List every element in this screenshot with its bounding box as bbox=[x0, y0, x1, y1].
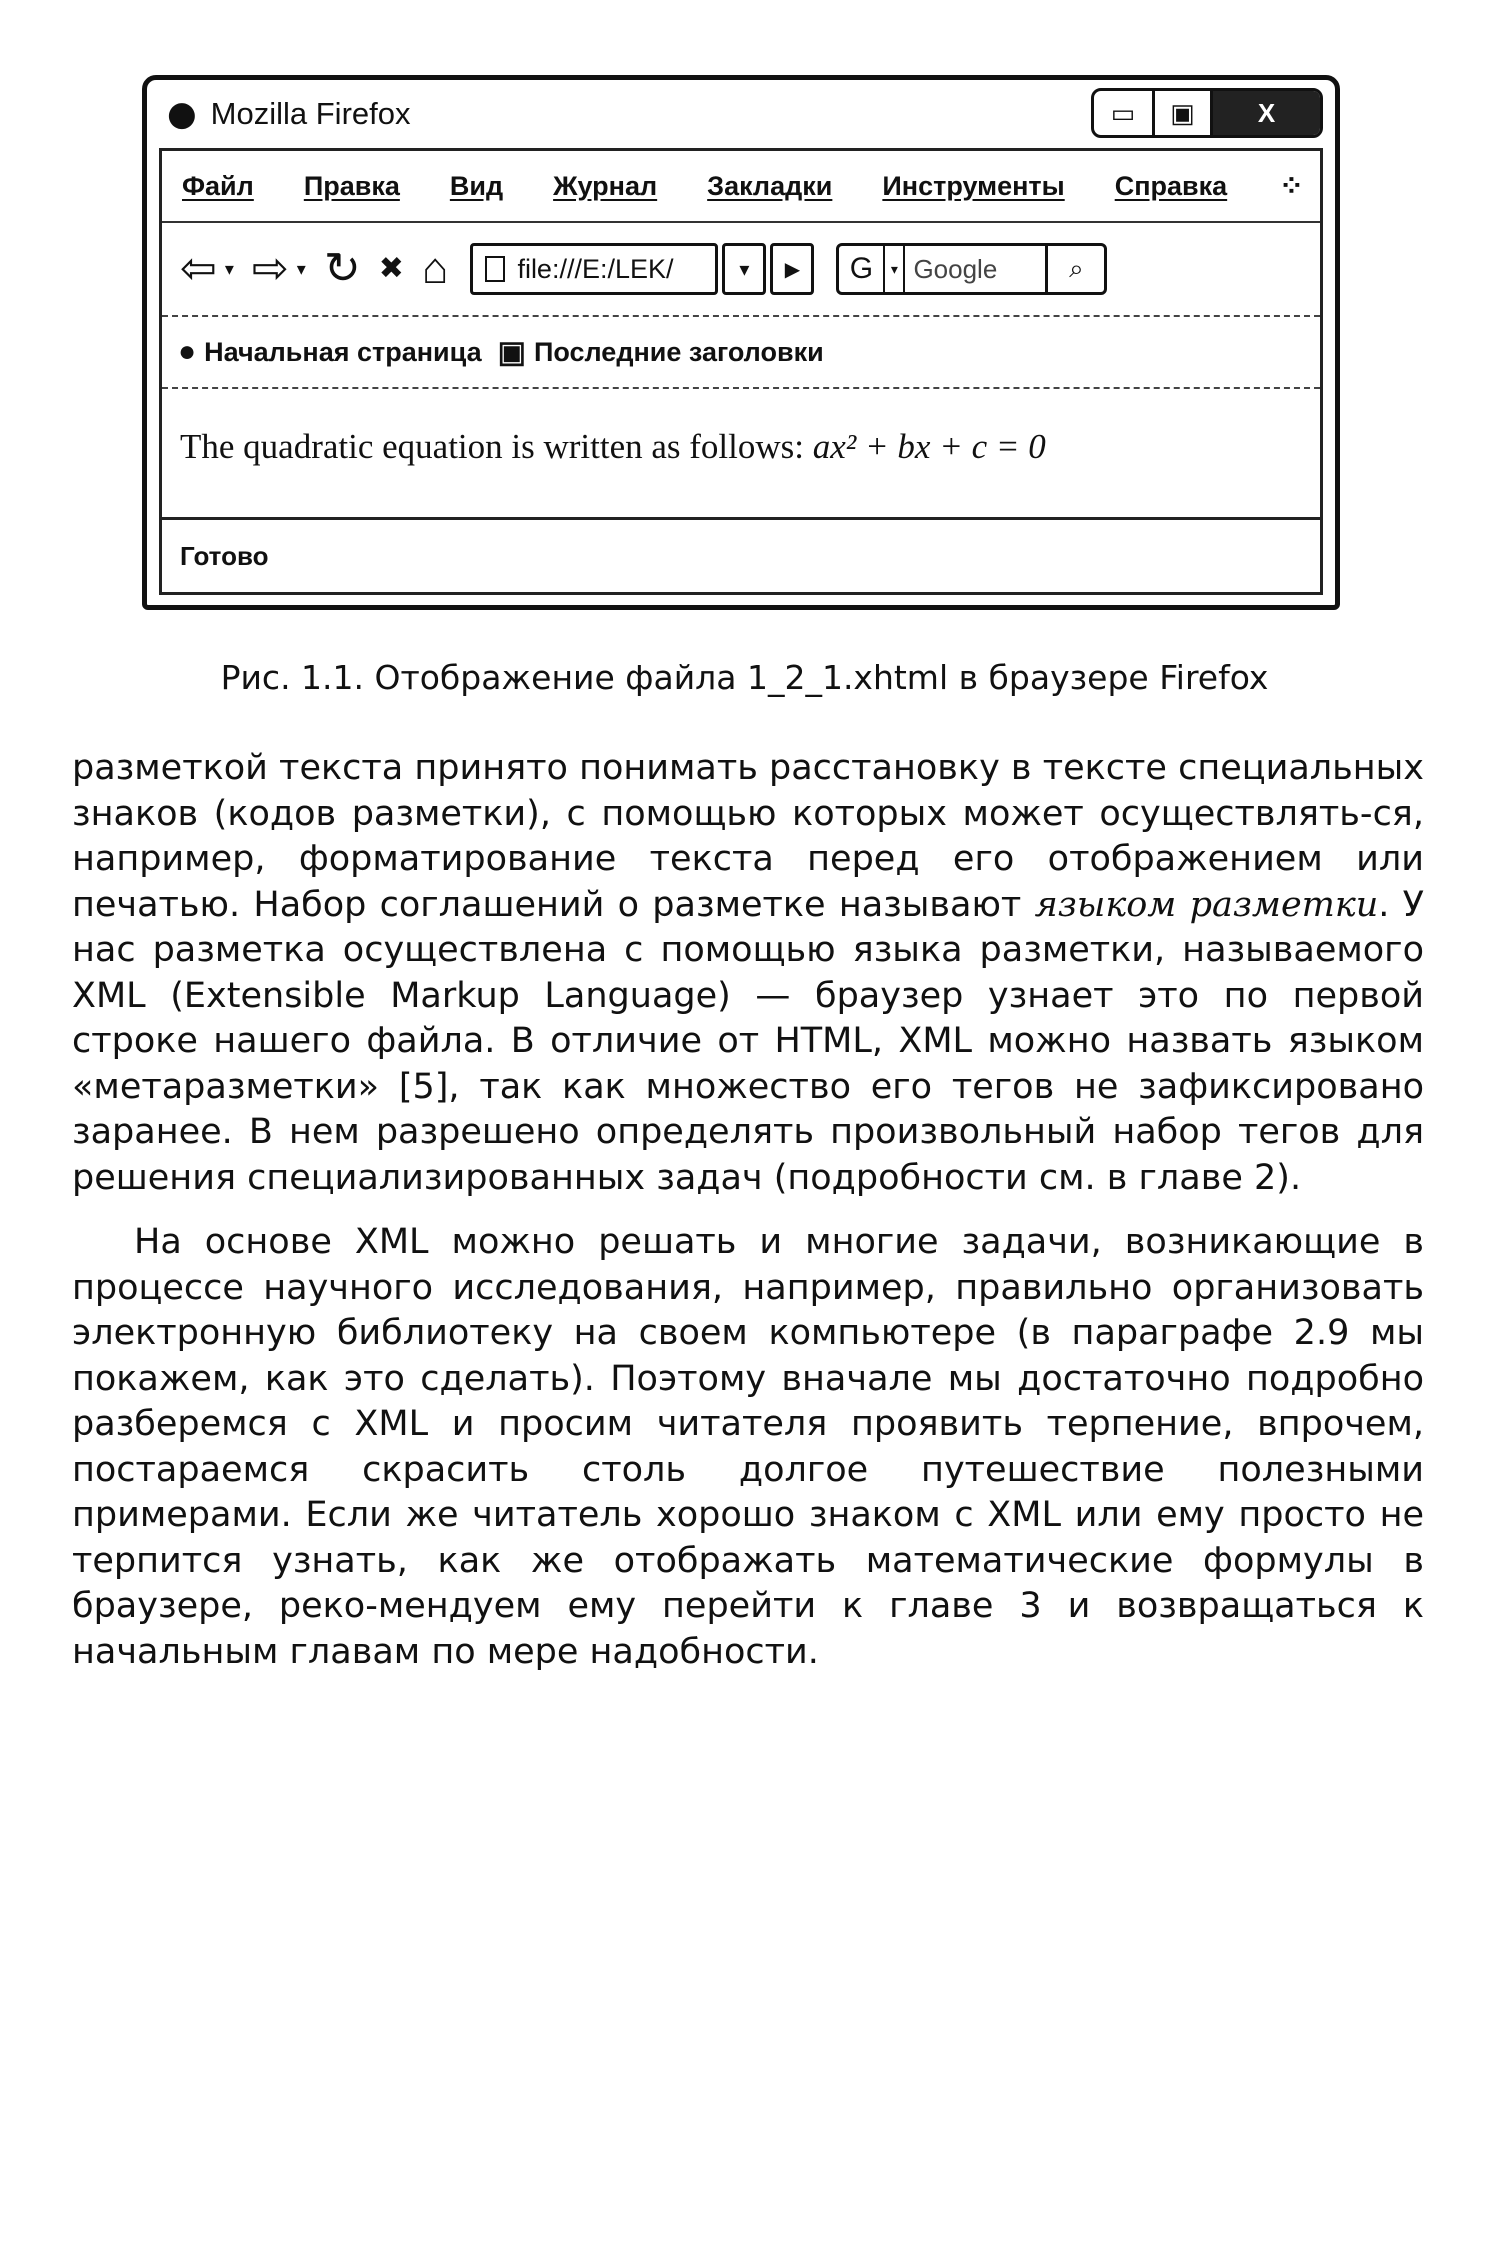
go-icon[interactable]: ▶ bbox=[770, 243, 814, 295]
back-icon[interactable]: ⇦ bbox=[180, 244, 217, 293]
menu-help[interactable]: Справка bbox=[1114, 170, 1228, 201]
browser-window bbox=[142, 75, 1340, 610]
window-title: Mozilla Firefox bbox=[210, 96, 411, 131]
menu-tools[interactable]: Инструменты bbox=[882, 170, 1065, 201]
home-bookmark-icon: ● bbox=[178, 335, 197, 368]
status-text: Готово bbox=[180, 540, 269, 571]
menu-bar bbox=[162, 151, 1320, 223]
search-engine-icon[interactable]: G bbox=[839, 246, 885, 292]
navigation-toolbar bbox=[162, 223, 1320, 317]
url-dropdown-icon[interactable]: ▾ bbox=[722, 243, 766, 295]
figure-caption: Рис. 1.1. Отображение файла 1_2_1.xhtml в браузере Firefox bbox=[220, 658, 1269, 697]
content-line bbox=[180, 427, 1046, 467]
paragraph-1-text: разметкой текста принято понимать расстановку в тексте специальных знаков (кодов разметки), с помощью которых может осуществлять-ся, например, форматирование текста перед его отображением или печатью. Набор соглашений о разметке называют bbox=[72, 748, 1424, 925]
quadratic-formula: ax² + bx + c = 0 bbox=[812, 427, 1046, 466]
url-bar[interactable] bbox=[470, 243, 718, 295]
rss-icon: ▣ bbox=[497, 335, 526, 369]
search-engine-dropdown-icon[interactable]: ▾ bbox=[890, 260, 898, 277]
window-controls bbox=[1091, 88, 1323, 138]
term-markup-language: языком разметки bbox=[1034, 884, 1379, 925]
search-input[interactable]: Google bbox=[903, 246, 1045, 292]
paragraph-2: На основе XML можно решать и многие задачи, возникающие в процессе научного исследования, например, правильно организовать электронную библиотеку на своем компьютере (в параграфе 2.9 мы покажем, как это сделать). Поэтому вначале мы достаточно подробно разберемся с XML и просим читателя проявить терпение, впрочем, постараемся скрасить столь долгое путешествие полезными примерами. Если же читатель хорошо знаком с XML или ему просто не терпится узнать, как же отображать математические формулы в браузере, реко-мендуем ему перейти к главе 3 и возвращаться к начальным главам по мере надобности. bbox=[72, 1222, 1424, 1672]
throbber-icon: ⁘ bbox=[1278, 170, 1304, 203]
search-bar[interactable] bbox=[836, 243, 1107, 295]
menu-history[interactable]: Журнал bbox=[553, 170, 658, 201]
url-text[interactable]: file:///E:/LEK/ bbox=[517, 253, 674, 284]
bookmark-start-page[interactable] bbox=[178, 335, 482, 369]
close-icon[interactable]: X bbox=[1210, 91, 1320, 135]
menu-file[interactable]: Файл bbox=[182, 170, 254, 201]
page-content bbox=[162, 389, 1320, 517]
bookmark-label: Начальная страница bbox=[204, 336, 482, 367]
forward-dropdown-icon[interactable]: ▾ bbox=[296, 258, 306, 279]
reload-icon[interactable]: ↻ bbox=[323, 244, 361, 293]
firefox-icon: ● bbox=[167, 94, 197, 134]
menu-edit[interactable]: Правка bbox=[303, 170, 400, 201]
paragraph-1 bbox=[72, 746, 1424, 1201]
title-bar bbox=[147, 80, 1335, 148]
page-icon bbox=[485, 256, 505, 282]
bookmark-latest-headlines[interactable] bbox=[498, 335, 824, 370]
search-icon[interactable]: ⌕ bbox=[1045, 246, 1104, 292]
minimize-icon[interactable]: ▭ bbox=[1110, 97, 1136, 128]
bookmarks-toolbar bbox=[162, 317, 1320, 389]
content-text: The quadratic equation is written as follows: bbox=[180, 427, 813, 466]
forward-icon[interactable]: ⇨ bbox=[251, 244, 289, 293]
menu-bookmarks[interactable]: Закладки bbox=[707, 170, 833, 201]
paragraph-1-text-cont: . У нас разметка осуществлена с помощью языка разметки, называемого XML (Extensible Markup Language) — браузер узнает это по первой строке нашего файла. В отличие от HTML, XML можно назвать языком «метаразметки» [5], так как множество его тегов не зафиксировано заранее. В нем разрешено определять произвольный набор тегов для решения специализированных задач (подробности см. в главе 2). bbox=[72, 884, 1424, 1198]
status-bar bbox=[162, 517, 1320, 592]
bookmark-label: Последние заголовки bbox=[533, 336, 824, 367]
browser-frame bbox=[159, 148, 1323, 595]
back-dropdown-icon[interactable]: ▾ bbox=[224, 258, 234, 279]
stop-icon[interactable]: ✖ bbox=[378, 252, 404, 285]
home-icon[interactable]: ⌂ bbox=[421, 244, 449, 293]
menu-view[interactable]: Вид bbox=[449, 170, 504, 201]
maximize-icon[interactable]: ▣ bbox=[1152, 91, 1210, 135]
